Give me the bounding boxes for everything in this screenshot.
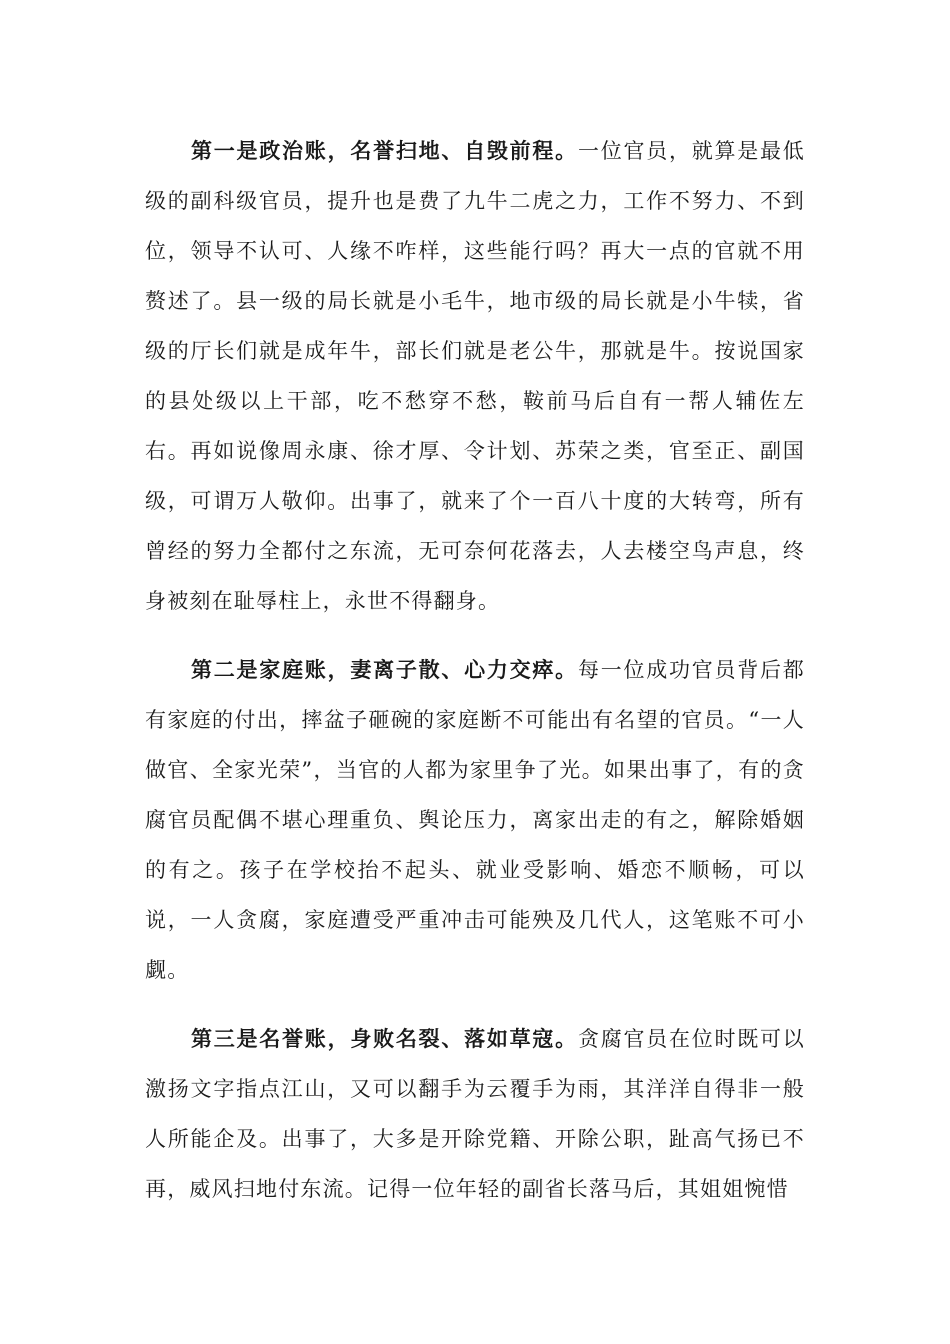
paragraph-family-account <box>145 645 805 995</box>
paragraph-political-account <box>145 126 805 626</box>
paragraph-body: 每一位成功官员背后都有家庭的付出，摔盆子砸碗的家庭断不可能出有名望的官员。“一人做官、全家光荣”，当官的人都为家里争了光。如果出事了，有的贪腐官员配偶不堪心理重负、舆论压力，离家出走的有之，解除婚姻的有之。孩子在学校抬不起头、就业受影响、婚恋不顺畅，可以说，一人贪腐，家庭遭受严重冲击可能殃及几代人，这笔账不可小觑。 <box>145 658 806 982</box>
paragraph-body: 一位官员，就算是最低级的副科级官员，提升也是费了九牛二虎之力，工作不努力、不到位，领导不认可、人缘不咋样，这些能行吗？再大一点的官就不用赘述了。县一级的局长就是小毛牛，地市级的局长就是小牛犊，省级的厅长们就是成年牛，部长们就是老公牛，那就是牛。按说国家的县处级以上干部，吃不愁穿不愁，鞍前马后自有一帮人辅佐左右。再如说像周永康、徐才厚、令计划、苏荣之类，官至正、副国级，可谓万人敬仰。出事了，就来了个一百八十度的大转弯，所有曾经的努力全都付之东流，无可奈何花落去，人去楼空鸟声息，终身被刻在耻辱柱上，永世不得翻身。 <box>145 139 806 613</box>
paragraph-lead: 第三是名誉账，身败名裂、落如草寇。 <box>191 1026 578 1051</box>
paragraph-reputation-account <box>145 1014 805 1214</box>
document-page <box>145 126 805 1233</box>
paragraph-body: 贪腐官员在位时既可以激扬文字指点江山，又可以翻手为云覆手为雨，其洋洋自得非一般人所能企及。出事了，大多是开除党籍、开除公职，趾高气扬已不再，威风扫地付东流。记得一位年轻的副省长落马后，其姐姐惋惜 <box>145 1027 806 1201</box>
paragraph-lead: 第一是政治账，名誉扫地、自毁前程。 <box>191 138 578 163</box>
paragraph-lead: 第二是家庭账，妻离子散、心力交瘁。 <box>191 657 578 682</box>
